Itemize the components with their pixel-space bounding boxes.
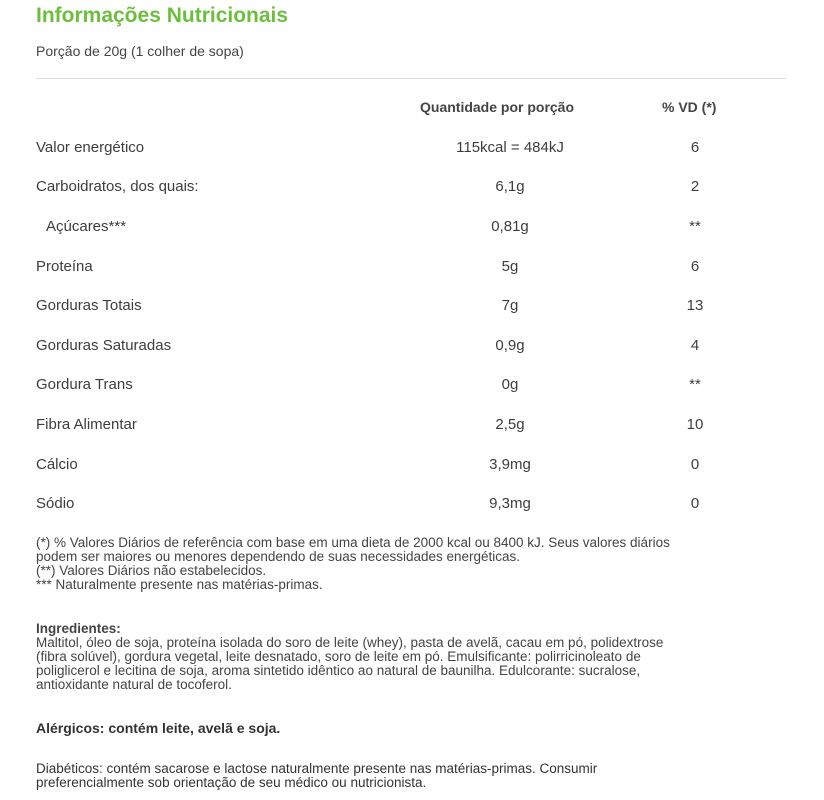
table-row [0, 337, 824, 357]
nutrient-quantity: 5g [501, 258, 519, 275]
footnotes [36, 536, 796, 592]
portion-size: Porção de 20g (1 colher de sopa) [36, 43, 244, 59]
page-title: Informações Nutricionais [36, 4, 289, 27]
table-row [0, 456, 824, 476]
table-row [0, 297, 824, 317]
table-row [0, 416, 824, 436]
nutrient-dv: 6 [690, 139, 700, 156]
ingredients-line: (fibra solúvel), gordura vegetal, leite desnatado, soro de leite em pó. Emulsificante: polirricinoleato de [36, 649, 641, 664]
footnote-line: podem ser maiores ou menores dependendo de suas necessidades energéticas. [36, 549, 521, 564]
table-row [0, 258, 824, 278]
allergens-text: Alérgicos: contém leite, avelã e soja. [36, 720, 281, 736]
nutrient-quantity: 3,9mg [489, 456, 531, 473]
nutrient-name: Gorduras Saturadas [36, 337, 172, 354]
footnote-line: (**) Valores Diários não estabelecidos. [36, 563, 267, 578]
nutrient-quantity: 0g [501, 376, 519, 393]
diabetics-section [36, 762, 796, 790]
nutrient-quantity: 2,5g [495, 416, 525, 433]
nutrient-quantity: 7g [501, 297, 519, 314]
footnote-line: *** Naturalmente presente nas matérias-primas. [36, 577, 323, 592]
ingredients-section [36, 622, 796, 692]
nutrient-name: Gordura Trans [36, 376, 133, 393]
quantity-column-header: Quantidade por porção [420, 99, 575, 115]
nutrient-name: Gorduras Totais [36, 297, 142, 314]
nutrient-name: Cálcio [36, 456, 78, 473]
nutrient-dv: 13 [686, 297, 704, 314]
nutrient-dv: ** [689, 218, 701, 235]
table-row [0, 495, 824, 515]
nutrient-quantity: 115kcal = 484kJ [456, 139, 564, 156]
diabetics-line: Diabéticos: contém sacarose e lactose naturalmente presente nas matérias-primas. Consumir [36, 761, 598, 776]
nutrient-dv: 10 [686, 416, 704, 433]
nutrient-quantity: 0,81g [491, 218, 529, 235]
table-row [0, 139, 824, 159]
nutrient-name: Carboidratos, dos quais: [36, 178, 199, 195]
footnote-line: (*) % Valores Diários de referência com base em uma dieta de 2000 kcal ou 8400 kJ. Seus valores diários [36, 535, 670, 550]
divider [36, 78, 786, 79]
ingredients-line: Maltitol, óleo de soja, proteína isolada do soro de leite (whey), pasta de avelã, cacau em pó, polidextrose [36, 635, 664, 650]
nutrient-name: Fibra Alimentar [36, 416, 137, 433]
nutrient-name: Sódio [36, 495, 75, 512]
nutrient-dv: ** [689, 376, 701, 393]
nutrient-quantity: 0,9g [495, 337, 525, 354]
ingredients-line: antioxidante natural de tocoferol. [36, 677, 232, 692]
nutrient-name: Valor energético [36, 139, 145, 156]
nutrient-dv: 6 [690, 258, 700, 275]
nutrient-quantity: 9,3mg [489, 495, 531, 512]
table-row [0, 178, 824, 198]
ingredients-line: poliglicerol e lecitina de soja, aroma sintetido idêntico ao natural de baunilha. Edulcorante: sucralose, [36, 663, 641, 678]
ingredients-heading: Ingredientes: [36, 621, 121, 636]
nutrient-dv: 0 [690, 495, 700, 512]
nutrient-dv: 2 [690, 178, 700, 195]
nutrient-dv: 4 [690, 337, 700, 354]
nutrient-name: Açúcares*** [46, 218, 127, 235]
diabetics-line: preferencialmente sob orientação de seu médico ou nutricionista. [36, 775, 427, 790]
dv-column-header: % VD (*) [662, 99, 717, 115]
nutrient-quantity: 6,1g [495, 178, 525, 195]
table-row [0, 218, 824, 238]
table-row [0, 376, 824, 396]
nutrient-dv: 0 [690, 456, 700, 473]
nutrient-name: Proteína [36, 258, 93, 275]
